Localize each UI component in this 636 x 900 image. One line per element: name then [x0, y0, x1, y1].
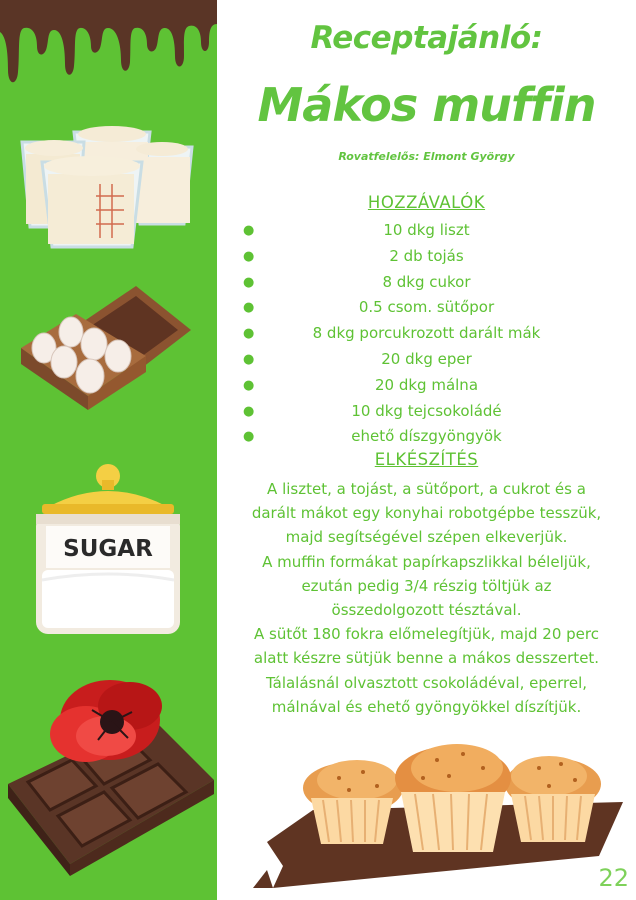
ingredient-item: ● 20 dkg eper — [217, 347, 636, 373]
ingredient-item: ● 8 dkg cukor — [217, 270, 636, 296]
preparation-text — [217, 477, 636, 719]
preparation-line: ezután pedig 3/4 részig töltjük az — [301, 576, 552, 595]
measuring-cups-illustration — [12, 112, 202, 252]
preparation-heading: ELKÉSZÍTÉS — [374, 450, 479, 469]
bullet-icon: ● — [243, 326, 255, 342]
section-kicker: Receptajánló: — [310, 20, 543, 56]
muffins-illustration — [253, 738, 633, 888]
preparation-line: A sütőt 180 fokra előmelegítjük, majd 20 perc — [254, 625, 599, 644]
preparation-line: darált mákot egy konyhai robotgépbe tesszük, — [251, 504, 602, 523]
bullet-icon: ● — [243, 248, 255, 264]
page-number: 22 — [598, 864, 629, 892]
page-title: Mákos muffin — [257, 78, 596, 132]
preparation-line: összedolgozott tésztával. — [331, 601, 522, 620]
decorative-sidebar — [0, 0, 217, 900]
recipe-content — [217, 0, 636, 900]
chocolate-poppy-illustration — [0, 676, 217, 888]
ingredient-item: ● ehető díszgyöngyök — [217, 424, 636, 450]
preparation-line: A lisztet, a tojást, a sütőport, a cukrot és a — [267, 480, 586, 498]
preparation-line: majd segítségével szépen elkeverjük. — [285, 528, 568, 547]
egg-carton-illustration — [16, 278, 196, 418]
bullet-icon: ● — [243, 274, 255, 290]
bullet-icon: ● — [243, 403, 255, 419]
ingredient-item: ● 20 dkg málna — [217, 373, 636, 399]
ingredients-list — [217, 218, 636, 450]
bullet-icon: ● — [243, 351, 255, 367]
sugar-label: SUGAR — [63, 536, 153, 562]
preparation-line: alatt készre sütjük benne a mákos desszertet. — [253, 649, 600, 668]
author-credit: Rovatfelelős: Elmont György — [338, 150, 515, 163]
preparation-line: málnával és ehető gyöngyökkel díszítjük. — [271, 697, 582, 716]
bullet-icon: ● — [243, 377, 255, 393]
ingredient-item: ● 2 db tojás — [217, 244, 636, 270]
preparation-line: A muffin formákat papírkapszlikkal béleljük, — [262, 552, 591, 571]
bullet-icon: ● — [243, 429, 255, 445]
ingredient-item: ● 8 dkg porcukrozott darált mák — [217, 321, 636, 347]
bullet-icon: ● — [243, 223, 255, 238]
ingredients-heading: HOZZÁVALÓK — [367, 193, 486, 212]
preparation-line: Tálalásnál olvasztott csokoládéval, eperrel, — [265, 673, 588, 692]
chocolate-drip-illustration — [0, 0, 217, 100]
bullet-icon: ● — [243, 300, 255, 316]
ingredient-item: ● 0.5 csom. sütőpor — [217, 295, 636, 321]
ingredient-item: ● 10 dkg tejcsokoládé — [217, 399, 636, 425]
ingredient-item: ● 10 dkg liszt — [217, 218, 636, 244]
